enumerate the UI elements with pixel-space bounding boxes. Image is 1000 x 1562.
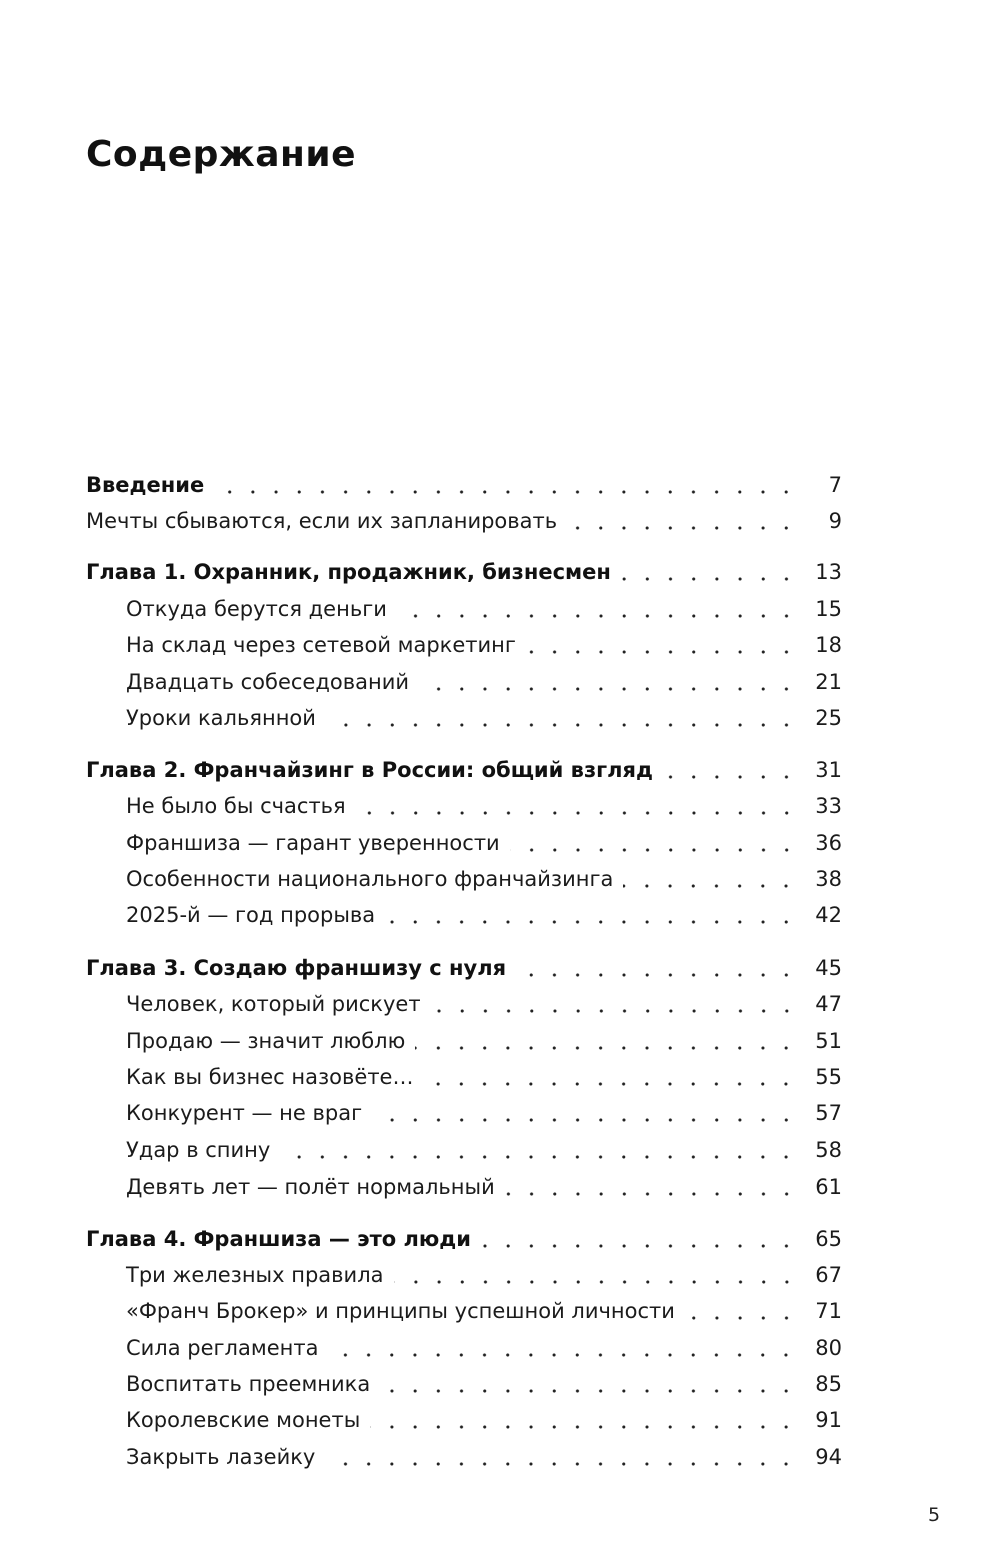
- toc-entry[interactable]: [126, 703, 842, 733]
- toc-entry-page: 80: [815, 1336, 842, 1360]
- toc-entry[interactable]: [126, 1172, 842, 1202]
- toc-entry-title: Введение: [86, 473, 205, 497]
- dot-leader: [663, 775, 798, 779]
- dot-leader: [526, 650, 798, 654]
- toc-entry-title: Уроки кальянной: [126, 706, 316, 730]
- toc-entry-page: 31: [815, 758, 842, 782]
- dot-leader: [567, 526, 798, 530]
- toc-entry-page: 18: [815, 633, 842, 657]
- toc-entry-title: Глава 4. Франшиза — это люди: [86, 1227, 471, 1251]
- toc-entry-title: Не было бы счастья: [126, 794, 346, 818]
- page-number: 5: [928, 1504, 941, 1526]
- toc-entry-title: Человек, который рискует: [126, 992, 421, 1016]
- toc-entry-title: Особенности национального франчайзинга: [126, 867, 614, 891]
- dot-leader: [623, 884, 798, 888]
- dot-leader: [372, 1118, 798, 1122]
- dot-leader: [356, 811, 798, 815]
- dot-leader: [415, 1046, 798, 1050]
- toc-entry-page: 33: [815, 794, 842, 818]
- toc-entry-title: Как вы бизнес назовёте…: [126, 1065, 414, 1089]
- toc-entry-page: 91: [815, 1408, 842, 1432]
- toc-entry[interactable]: [126, 791, 842, 821]
- toc-entry[interactable]: [126, 1369, 842, 1399]
- toc-entry-title: Глава 3. Создаю франшизу с нуля: [86, 956, 507, 980]
- dot-leader: [394, 1280, 799, 1284]
- toc-entry[interactable]: [126, 594, 842, 624]
- dot-leader: [505, 1192, 798, 1196]
- dot-leader: [325, 1462, 798, 1466]
- toc-entry-title: Двадцать собеседований: [126, 670, 409, 694]
- dot-leader: [685, 1316, 798, 1320]
- toc-entry[interactable]: [86, 506, 842, 536]
- toc-entry-page: 36: [815, 831, 842, 855]
- toc-entry-title: Глава 2. Франчайзинг в России: общий взгляд: [86, 758, 653, 782]
- toc-entry-title: Конкурент — не враг: [126, 1101, 363, 1125]
- toc-entry-page: 38: [815, 867, 842, 891]
- toc-entry[interactable]: [126, 630, 842, 660]
- toc-entry-title: Удар в спину: [126, 1138, 271, 1162]
- toc-entry[interactable]: [126, 1026, 842, 1056]
- toc-entry-page: 45: [815, 956, 842, 980]
- toc-entry[interactable]: [126, 667, 842, 697]
- toc-entry-title: 2025-й — год прорыва: [126, 903, 376, 927]
- dot-leader: [280, 1155, 798, 1159]
- dot-leader: [516, 973, 798, 977]
- toc-entry-title: Королевские монеты: [126, 1408, 361, 1432]
- toc-entry-page: 85: [815, 1372, 842, 1396]
- toc-entry-title: Сила регламента: [126, 1336, 319, 1360]
- toc-entry-page: 9: [828, 509, 842, 533]
- toc-chapter-4[interactable]: [86, 1224, 842, 1254]
- toc-entry[interactable]: [126, 1062, 842, 1092]
- toc-entry-page: 58: [815, 1138, 842, 1162]
- dot-leader: [385, 920, 798, 924]
- toc-entry-title: Девять лет — полёт нормальный: [126, 1175, 495, 1199]
- toc-entry-page: 55: [815, 1065, 842, 1089]
- toc-entry-page: 7: [828, 473, 842, 497]
- page-title: Содержание: [86, 134, 357, 175]
- dot-leader: [370, 1425, 798, 1429]
- toc-entry-title: Продаю — значит люблю: [126, 1029, 406, 1053]
- toc-entry-page: 65: [815, 1227, 842, 1251]
- toc-chapter-2[interactable]: [86, 755, 842, 785]
- toc-entry-page: 42: [815, 903, 842, 927]
- toc-entry-page: 47: [815, 992, 842, 1016]
- toc-entry-title: Три железных правила: [126, 1263, 384, 1287]
- dot-leader: [326, 723, 798, 727]
- dot-leader: [423, 1082, 798, 1086]
- toc-entry-title: Глава 1. Охранник, продажник, бизнесмен: [86, 560, 611, 584]
- dot-leader: [431, 1009, 798, 1013]
- toc-entry-page: 21: [815, 670, 842, 694]
- dot-leader: [328, 1353, 798, 1357]
- toc-entry[interactable]: [126, 989, 842, 1019]
- toc-entry[interactable]: [126, 1442, 842, 1472]
- toc-entry-title: Откуда берутся деньги: [126, 597, 387, 621]
- toc-entry-page: 57: [815, 1101, 842, 1125]
- toc-entry-title: На склад через сетевой маркетинг: [126, 633, 516, 657]
- toc-chapter-3[interactable]: [86, 953, 842, 983]
- dot-leader: [621, 577, 798, 581]
- toc-entry-page: 71: [815, 1299, 842, 1323]
- toc-entry-page: 51: [815, 1029, 842, 1053]
- toc-entry[interactable]: [126, 864, 842, 894]
- dot-leader: [510, 848, 798, 852]
- dot-leader: [214, 490, 798, 494]
- toc-entry-page: 15: [815, 597, 842, 621]
- toc-entry-page: 67: [815, 1263, 842, 1287]
- toc-entry[interactable]: [126, 1296, 842, 1326]
- dot-leader: [380, 1389, 798, 1393]
- toc-entry[interactable]: [126, 1405, 842, 1435]
- toc-entry-title: Франшиза — гарант уверенности: [126, 831, 500, 855]
- toc-entry[interactable]: [126, 1333, 842, 1363]
- toc-entry[interactable]: [126, 1260, 842, 1290]
- toc-entry-page: 61: [815, 1175, 842, 1199]
- toc-entry[interactable]: [126, 900, 842, 930]
- dot-leader: [419, 687, 798, 691]
- toc-entry-title: Закрыть лазейку: [126, 1445, 316, 1469]
- toc-entry[interactable]: [126, 1135, 842, 1165]
- dot-leader: [481, 1244, 798, 1248]
- toc-entry-title: «Франч Брокер» и принципы успешной личности: [126, 1299, 675, 1323]
- toc-entry-title: Мечты сбываются, если их запланировать: [86, 509, 558, 533]
- dot-leader: [397, 614, 798, 618]
- toc-entry-title: Воспитать преемника: [126, 1372, 371, 1396]
- toc-entry-page: 94: [815, 1445, 842, 1469]
- toc-entry-page: 13: [815, 560, 842, 584]
- toc-entry[interactable]: [126, 1098, 842, 1128]
- toc-entry-page: 25: [815, 706, 842, 730]
- toc-entry-introduction[interactable]: [86, 470, 842, 500]
- toc-entry[interactable]: [126, 828, 842, 858]
- toc-chapter-1[interactable]: [86, 557, 842, 587]
